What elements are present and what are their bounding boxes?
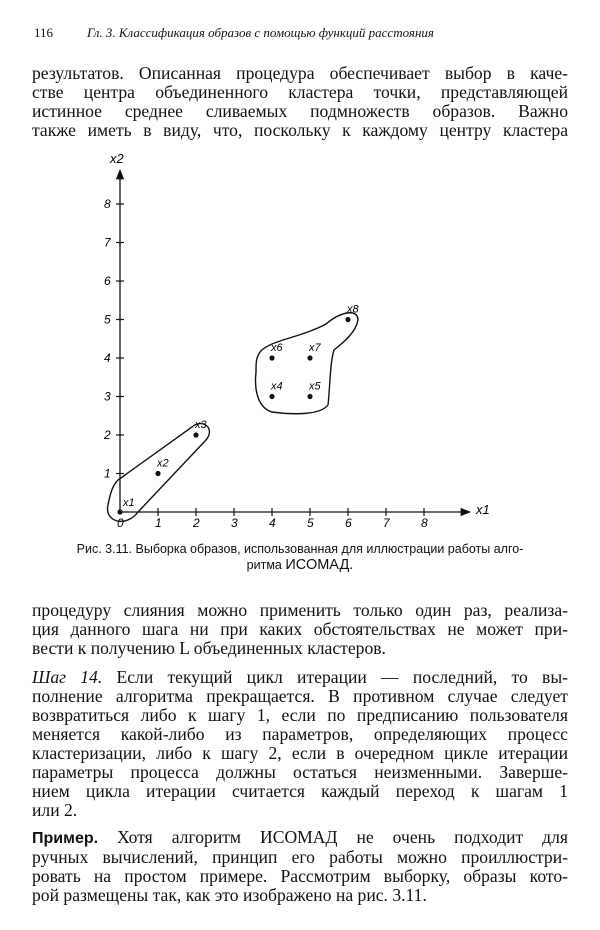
data-point-x8: [345, 317, 350, 322]
x-tick-label: 8: [421, 516, 428, 530]
caption-label: Рис. 3.11.: [76, 542, 133, 556]
y-tick-label: 4: [104, 351, 111, 365]
point-label-x7: x7: [309, 342, 321, 354]
figure-caption: [40, 541, 560, 573]
text-line: стве центра объединенного кластера точки, представляющей: [32, 82, 568, 102]
y-tick-label: 6: [104, 274, 111, 288]
y-tick-label: 8: [104, 197, 111, 211]
point-label-x5: x5: [309, 380, 321, 393]
paragraph-example: [32, 828, 568, 905]
text-line: Хотя алгоритм ИСОМАД не очень подходит для: [117, 827, 568, 847]
data-point-x2: [155, 471, 160, 476]
x-tick-label: 1: [155, 516, 162, 530]
text-line: процедуру слияния можно применить только один раз, реализа-: [32, 600, 568, 620]
y-tick-label: 5: [104, 312, 111, 327]
text-line: также иметь в виду, что, поскольку к каждому центру кластера: [32, 120, 568, 140]
point-label-x1: x1: [123, 497, 135, 509]
text-line: ровать на простом примере. Рассмотрим выборку, образы кото-: [32, 866, 568, 886]
x-tick-label: 0: [117, 516, 124, 530]
text-line: вести к получению L объединенных кластеров.: [32, 638, 386, 658]
x-tick-label: 5: [307, 516, 314, 530]
paragraph-merge: [32, 601, 568, 658]
data-point-x5: [307, 394, 312, 399]
x-axis-label: x1: [476, 502, 490, 517]
y-tick-label: 3: [104, 389, 111, 404]
paragraph-step-14: [32, 668, 568, 820]
text-line: кластеризации, либо к шагу 2, если в очередном цикле итерации: [32, 743, 568, 763]
y-tick-label: 2: [104, 428, 111, 442]
y-tick-label: 1: [104, 466, 111, 481]
caption-algorithm-name: ИСОМАД.: [285, 557, 354, 573]
x-tick-label: 2: [193, 516, 200, 530]
y-axis-label: x2: [110, 151, 124, 166]
text-line: полнение алгоритма прекращается. В противном случае следует: [32, 686, 568, 706]
text-line: или 2.: [32, 800, 78, 820]
example-lead: Пример.: [32, 830, 99, 847]
text-line: меняется какой-либо из параметров, определяющих процесс: [32, 724, 568, 744]
page-number: 116: [34, 25, 54, 40]
text-line: результатов. Описанная процедура обеспечивает выбор в каче-: [32, 63, 568, 83]
point-label-x2: x2: [157, 457, 169, 470]
x-tick-label: 7: [383, 516, 390, 530]
text-line: истинное среднее сливаемых подмножеств образов. Важно: [32, 101, 568, 121]
text-line: ручных вычислений, принцип его работы можно проиллюстри-: [32, 847, 568, 867]
point-label-x3: x3: [195, 419, 207, 431]
data-point-x4: [269, 394, 274, 399]
x-tick-label: 3: [231, 516, 238, 530]
text-line: рой размещены так, как это изображено на рис. 3.11.: [32, 885, 427, 905]
data-point-x3: [193, 432, 198, 437]
text-line: возвратиться либо к шагу 1, если по предписанию пользователя: [32, 705, 568, 725]
data-point-x6: [269, 355, 274, 360]
x-tick-label: 6: [345, 516, 352, 530]
caption-text-2: ритма: [246, 558, 282, 572]
text-line: нием цикла итерации считается каждый переход к шагам 1: [32, 781, 568, 801]
text-line: ция данного шага ни при каких обстоятельствах не может при-: [32, 619, 568, 639]
caption-text: Выборка образов, использованная для иллюстрации работы алго-: [135, 542, 524, 556]
point-label-x8: x8: [347, 303, 359, 316]
text-line: Если текущий цикл итерации — последний, то вы-: [116, 667, 568, 687]
running-title: Гл. 3. Классификация образов с помощью функций расстояния: [87, 25, 434, 40]
step-label: Шаг 14.: [32, 667, 103, 687]
data-point-x1: [117, 509, 122, 514]
data-point-x7: [307, 355, 312, 360]
y-tick-label: 7: [104, 235, 111, 250]
x-tick-label: 4: [269, 516, 276, 530]
point-label-x4: x4: [271, 380, 283, 393]
point-label-x6: x6: [271, 342, 283, 354]
text-line: параметры процесса должны остаться неизменными. Заверше-: [32, 762, 568, 782]
